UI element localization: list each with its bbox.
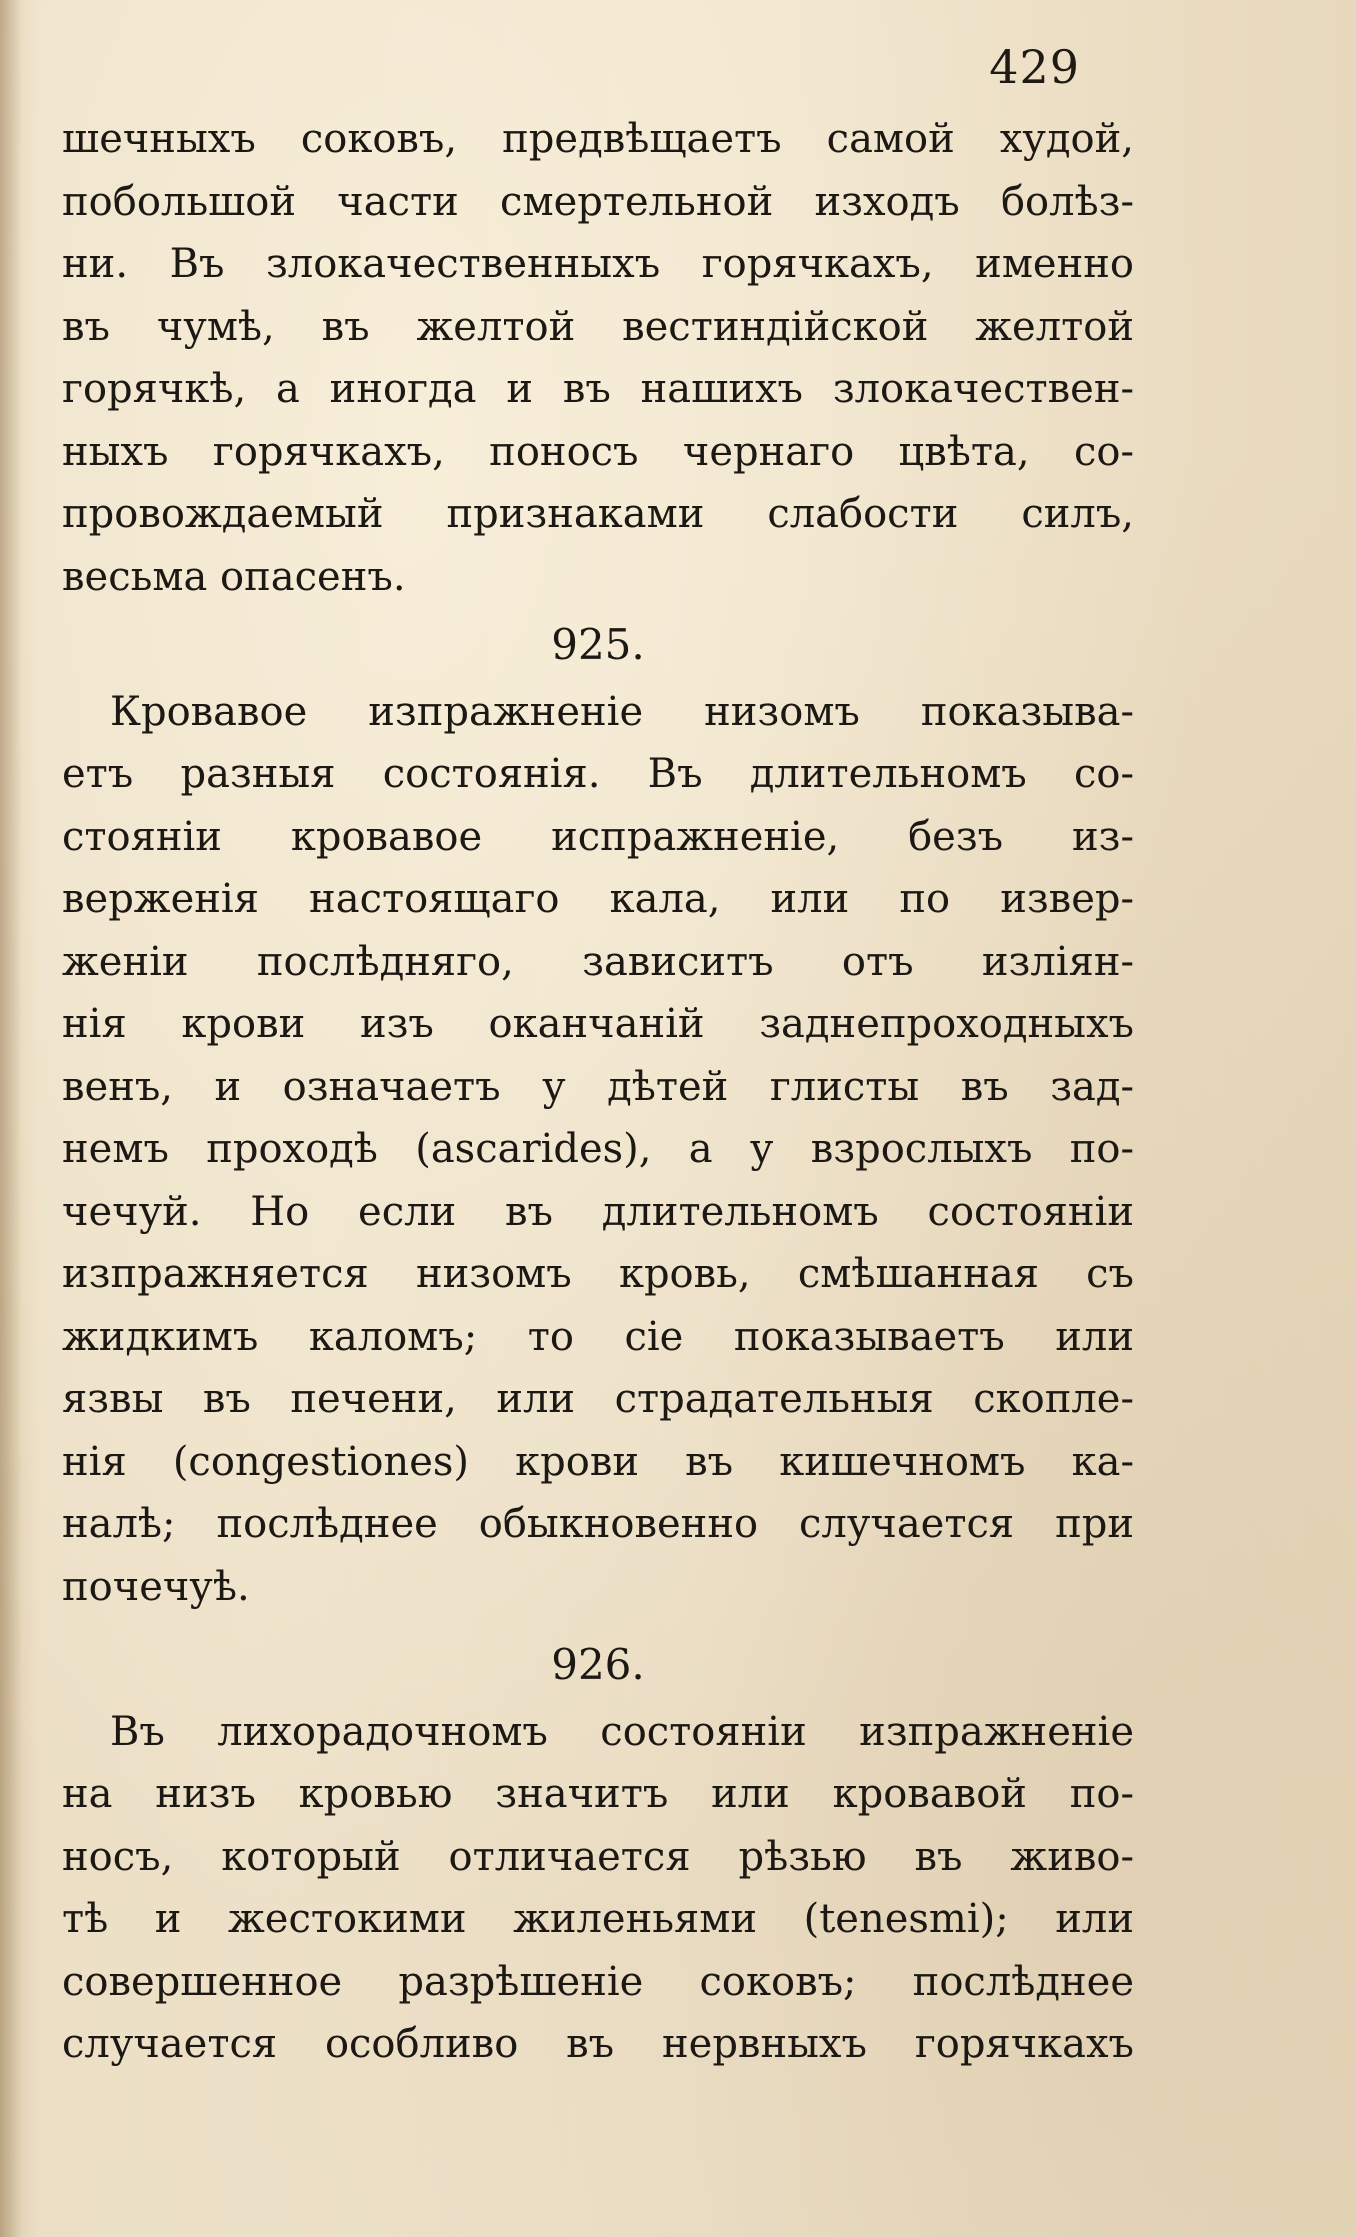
text-line: етъ разныя состоянія. Въ длительномъ со-	[62, 751, 1134, 797]
text-line: нія (congestiones) крови въ кишечномъ ка-	[62, 1438, 1134, 1485]
text-line: изпражняется низомъ кровь, смѣшанная съ	[62, 1251, 1134, 1297]
text-line: на низъ кровью значитъ или кровавой по-	[62, 1771, 1134, 1817]
text-line: язвы въ печени, или страдательныя скопле-	[62, 1376, 1134, 1422]
text-line: весьма опасенъ.	[62, 553, 406, 600]
text-line: случается особливо въ нервныхъ горячкахъ	[62, 2021, 1134, 2067]
text-line: горячкѣ, а иногда и въ нашихъ злокачествен-	[62, 366, 1134, 412]
text-line: въ чумѣ, въ желтой вестиндійской желтой	[62, 303, 1134, 350]
text-line: налѣ; послѣднее обыкновенно случается при	[62, 1501, 1134, 1547]
section-925-paragraph	[62, 681, 1134, 1619]
text-line: женіи послѣдняго, зависитъ отъ изліян-	[62, 938, 1134, 985]
text-line: ныхъ горячкахъ, поносъ чернаго цвѣта, со-	[62, 428, 1134, 475]
text-line: тѣ и жестокими жиленьями (tenesmi); или	[62, 1896, 1134, 1942]
section-number-925: 925.	[551, 620, 645, 669]
text-line: совершенное разрѣшеніе соковъ; послѣднее	[62, 1958, 1134, 2005]
page-number: 429	[989, 40, 1080, 94]
text-line: Въ лихорадочномъ состояніи изпражненіе	[110, 1708, 1134, 1755]
text-line: чечуй. Но если въ длительномъ состояніи	[62, 1188, 1134, 1235]
section-926-paragraph	[62, 1701, 1134, 2076]
text-line: жидкимъ каломъ; то сіе показываетъ или	[62, 1313, 1134, 1360]
text-line: ни. Въ злокачественныхъ горячкахъ, именно	[62, 241, 1134, 287]
text-line: венъ, и означаетъ у дѣтей глисты въ зад-	[62, 1063, 1134, 1110]
text-line: нія крови изъ оканчаній заднепроходныхъ	[62, 1001, 1134, 1047]
text-line: шечныхъ соковъ, предвѣщаетъ самой худой,	[62, 116, 1134, 162]
text-line: побольшой части смертельной изходъ болѣз-	[62, 178, 1134, 225]
text-line: провождаемый признаками слабости силъ,	[62, 491, 1134, 537]
page-binding-shadow	[0, 0, 22, 2237]
text-line: носъ, который отличается рѣзью въ живо-	[62, 1833, 1134, 1880]
paragraph-continued	[62, 108, 1134, 608]
text-line: стояніи кровавое испражненіе, безъ из-	[62, 813, 1134, 860]
text-line: Кровавое изпражненіе низомъ показыва-	[110, 688, 1134, 735]
text-line: почечуѣ.	[62, 1563, 250, 1610]
section-spacer	[62, 1618, 1134, 1628]
section-number-926: 926.	[551, 1640, 645, 1689]
page-text	[62, 108, 1134, 2076]
text-line: немъ проходѣ (ascarides), а у взрослыхъ по-	[62, 1126, 1134, 1172]
text-line: верженія настоящаго кала, или по извер-	[62, 876, 1134, 922]
